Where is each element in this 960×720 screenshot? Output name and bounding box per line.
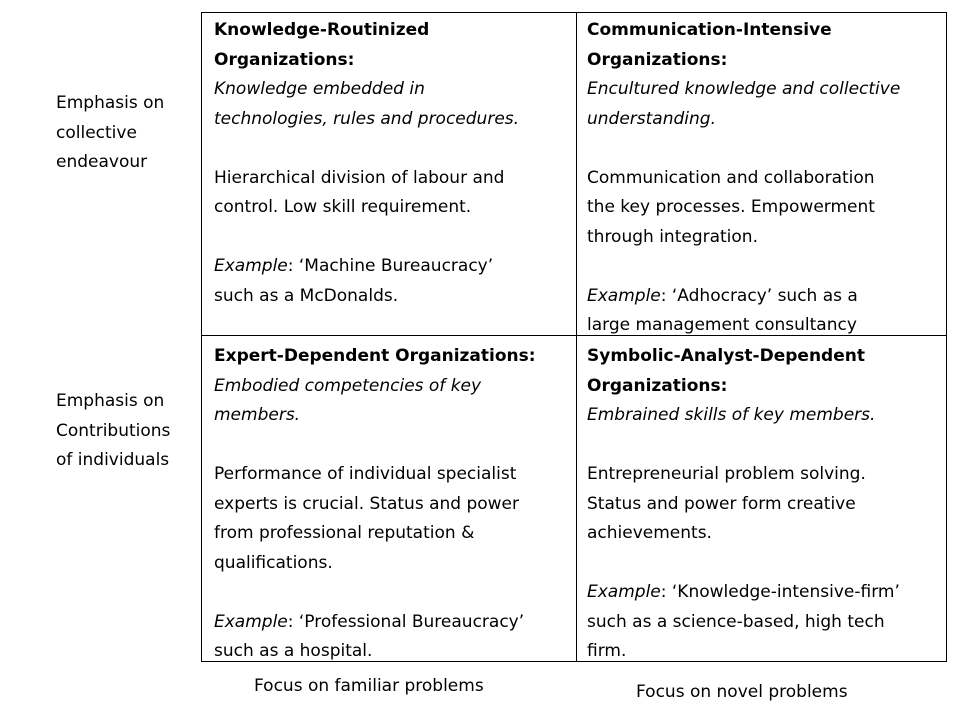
quadrant-title: Knowledge-Routinized [214,20,430,40]
quadrant-body: qualifications. [214,552,333,573]
quadrant-body: Hierarchical division of labour and [214,167,505,188]
example-text: : ‘Professional Bureaucracy’ [287,611,525,632]
row-label-line: Contributions [56,420,171,441]
quadrant-body: control. Low skill requirement. [214,197,472,217]
quadrant-subtitle: technologies, rules and procedures. [214,108,520,129]
quadrant-subtitle: Embrained skills of key members. [587,405,876,425]
quadrant-body: achievements. [587,523,712,543]
quadrant-body: Communication and collaboration [587,167,875,188]
row-label-line: endeavour [56,152,148,172]
quadrant-grid [201,12,947,662]
quadrant-example [214,252,569,282]
quadrant-communication-intensive [587,16,942,341]
row-label-line: of individuals [56,450,170,470]
column-label-novel: Focus on novel problems [636,682,848,702]
quadrant-example-cont: such as a hospital. [214,641,373,661]
quadrant-body: experts is crucial. Status and power [214,493,520,514]
row-label-individuals [56,387,196,476]
quadrant-title: Organizations: [587,375,728,396]
quadrant-example-cont: such as a science-based, high tech [587,611,885,632]
example-label: Example [214,611,288,632]
quadrant-title: Organizations: [587,49,728,70]
example-label: Example [587,285,661,306]
example-label: Example [214,256,288,276]
grid-divider-vertical [576,13,577,661]
quadrant-body: from professional reputation & [214,523,475,543]
quadrant-title: Organizations: [214,49,355,70]
quadrant-subtitle: understanding. [587,108,716,129]
example-text: : ‘Machine Bureaucracy’ [287,256,494,276]
quadrant-example [214,608,569,638]
quadrant-example-cont: firm. [587,641,627,661]
example-text: : ‘Adhocracy’ such as a [660,285,858,306]
quadrant-subtitle: members. [214,405,301,425]
quadrant-body: Status and power form creative [587,493,856,514]
quadrant-body: Performance of individual specialist [214,464,517,484]
quadrant-body: through integration. [587,226,758,247]
quadrant-title: Communication-Intensive [587,20,832,40]
quadrant-example-cont: large management consultancy [587,315,857,335]
row-label-line: Emphasis on [56,93,165,113]
quadrant-example [587,578,942,608]
quadrant-body: the key processes. Empowerment [587,197,875,217]
row-label-line: Emphasis on [56,391,165,411]
column-label-familiar: Focus on familiar problems [254,676,484,696]
quadrant-subtitle: Encultured knowledge and collective [587,79,901,99]
row-label-line: collective [56,122,137,143]
example-label: Example [587,582,661,602]
row-label-collective [56,89,196,178]
quadrant-body: Entrepreneurial problem solving. [587,464,866,484]
quadrant-subtitle: Knowledge embedded in [214,79,425,99]
quadrant-example-cont: such as a McDonalds. [214,285,399,306]
quadrant-title: Expert-Dependent Organizations: [214,346,536,366]
quadrant-knowledge-routinized [214,16,569,311]
quadrant-symbolic-analyst-dependent [587,342,942,667]
quadrant-example [587,282,942,312]
quadrant-expert-dependent [214,342,569,667]
quadrant-title: Symbolic-Analyst-Dependent [587,346,865,366]
quadrant-subtitle: Embodied competencies of key [214,375,482,396]
example-text: : ‘Knowledge-intensive-firm’ [660,582,900,602]
